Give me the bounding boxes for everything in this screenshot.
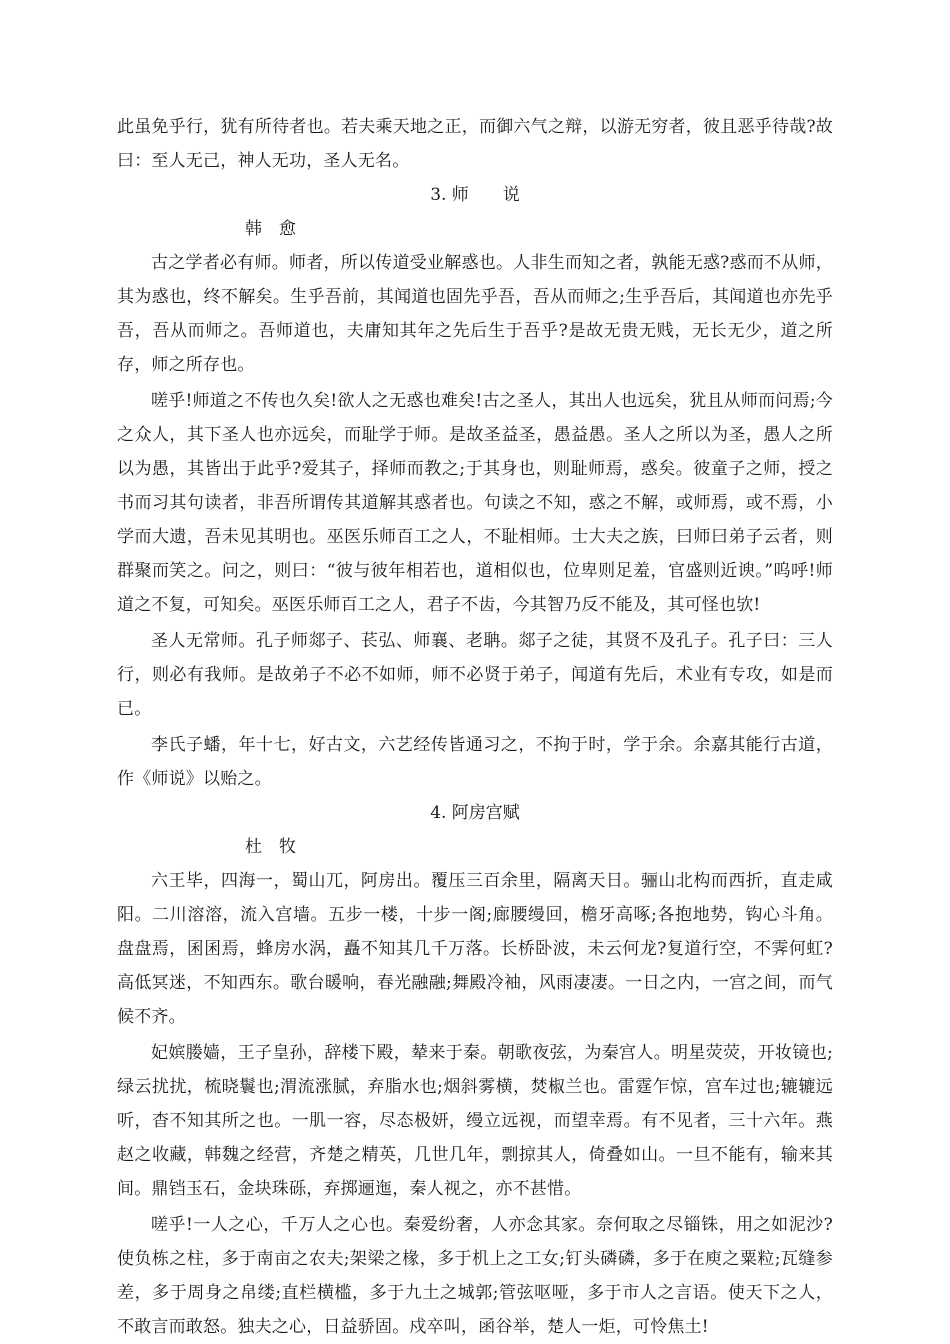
intro-paragraph: 此虽免乎行，犹有所待者也。若夫乘天地之正，而御六气之辩，以游无穷者，彼且恶乎待哉?故曰：至人无己，神人无功，圣人无名。 [117, 117, 833, 171]
shi-shuo-paragraph-2: 嗟乎!师道之不传也久矣!欲人之无惑也难矣!古之圣人，其出人也远矣，犹且从师而问焉;今之众人，其下圣人也亦远矣，而耻学于师。是故圣益圣，愚益愚。圣人之所以为圣，愚人之所以为愚，其皆出于此乎?爱其子，择师而教之;于其身也，则耻师焉，惑矣。彼童子之师，授之书而习其句读者，非吾所谓传其道解其惑者也。句读之不知，惑之不解，或师焉，或不焉，小学而大遗，吾未见其明也。巫医乐师百工之人，不耻相师。士大夫之族，曰师曰弟子云者，则群聚而笑之。问之，则曰：“彼与彼年相若也，道相似也，位卑则足羞，官盛则近谀。”呜呼!师道之不复，可知矣。巫医乐师百工之人，君子不齿，今其智乃反不能及，其可怪也欤! [117, 391, 833, 615]
shi-shuo-title: 3. 师 说 [430, 185, 520, 205]
afang-paragraph-3: 嗟乎!一人之心，千万人之心也。秦爱纷奢，人亦念其家。奈何取之尽锱铢，用之如泥沙?使负栋之柱，多于南亩之农夫;架梁之椽，多于机上之工女;钉头磷磷，多于在庾之粟粒;瓦缝参差，多于周身之帛缕;直栏横槛，多于九土之城郭;管弦呕哑，多于市人之言语。使天下之人，不敢言而敢怒。独夫之心，日益骄固。戍卒叫，函谷举，楚人一炬，可怜焦土! [117, 1215, 833, 1337]
shi-shuo-paragraph-1: 古之学者必有师。师者，所以传道受业解惑也。人非生而知之者，孰能无惑?惑而不从师，其为惑也，终不解矣。生乎吾前，其闻道也固先乎吾，吾从而师之;生乎吾后，其闻道也亦先乎吾，吾从而师之。吾师道也，夫庸知其年之先后生于吾乎?是故无贵无贱，无长无少，道之所存，师之所存也。 [117, 253, 833, 375]
afang-paragraph-2: 妃嫔媵嫱，王子皇孙，辞楼下殿，辇来于秦。朝歌夜弦，为秦宫人。明星荧荧，开妆镜也;绿云扰扰，梳晓鬟也;渭流涨腻，弃脂水也;烟斜雾横，焚椒兰也。雷霆乍惊，宫车过也;辘辘远听，杳不知其所之也。一肌一容，尽态极妍，缦立远视，而望幸焉。有不见者，三十六年。燕赵之收藏，韩魏之经营，齐楚之精英，几世几年，剽掠其人，倚叠如山。一旦不能有，输来其间。鼎铛玉石，金块珠砾，弃掷逦迤，秦人视之，亦不甚惜。 [117, 1043, 833, 1199]
shi-shuo-author: 韩 愈 [245, 219, 296, 239]
afang-author: 杜 牧 [245, 837, 296, 857]
document-page [117, 110, 833, 1344]
shi-shuo-paragraph-4: 李氏子蟠，年十七，好古文，六艺经传皆通习之，不拘于时，学于余。余嘉其能行古道，作《师说》以贻之。 [117, 735, 833, 789]
afang-paragraph-1: 六王毕，四海一，蜀山兀，阿房出。覆压三百余里，隔离天日。骊山北构而西折，直走咸阳。二川溶溶，流入宫墙。五步一楼，十步一阁;廊腰缦回，檐牙高啄;各抱地势，钩心斗角。盘盘焉，囷囷焉，蜂房水涡，矗不知其几千万落。长桥卧波，未云何龙?复道行空，不霁何虹?高低冥迷，不知西东。歌台暖响，春光融融;舞殿冷袖，风雨凄凄。一日之内，一宫之间，而气候不齐。 [117, 871, 833, 1027]
shi-shuo-paragraph-3: 圣人无常师。孔子师郯子、苌弘、师襄、老聃。郯子之徒，其贤不及孔子。孔子曰：三人行，则必有我师。是故弟子不必不如师，师不必贤于弟子，闻道有先后，术业有专攻，如是而已。 [117, 631, 833, 719]
afang-title: 4. 阿房宫赋 [430, 803, 520, 823]
